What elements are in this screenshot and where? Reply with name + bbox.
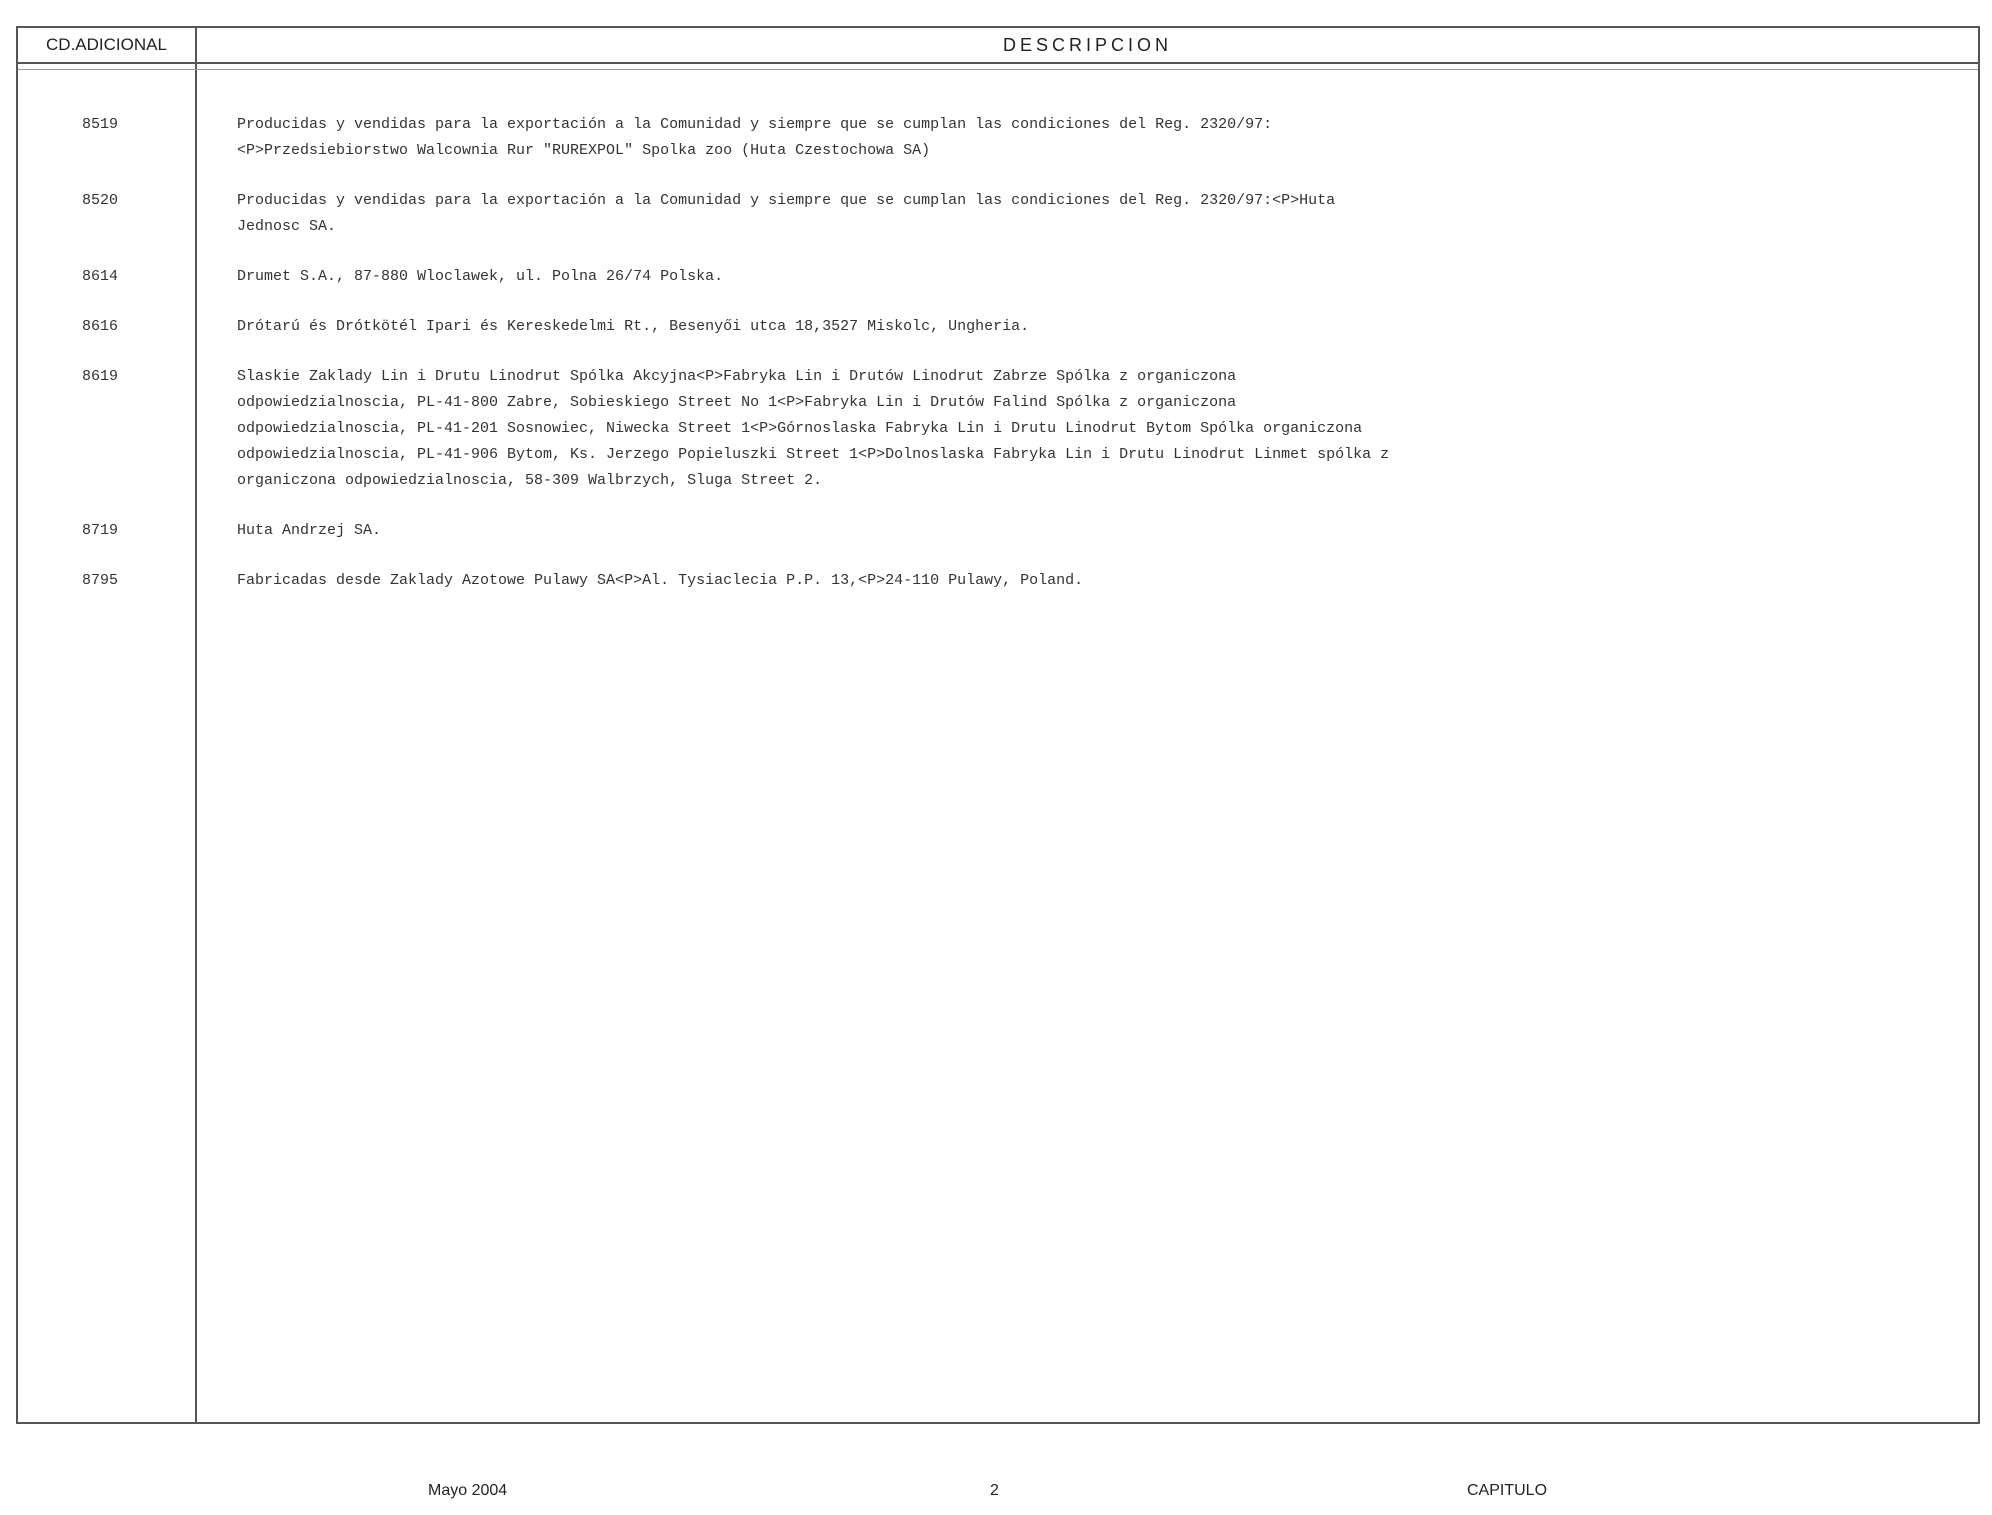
additional-code: 8719	[82, 522, 119, 539]
footer-page-number: 2	[990, 1482, 999, 1499]
header-description: DESCRIPCION	[1002, 35, 1172, 55]
table-row	[18, 518, 1978, 544]
code-description: Fabricadas desde Zaklady Azotowe Pulawy SA<P>Al. Tysiaclecia P.P. 13,<P>24-110 Pulawy, Poland.	[237, 572, 1084, 589]
code-description: Drótarú és Drótkötél Ipari és Kereskedelmi Rt., Besenyői utca 18,3527 Miskolc, Ungheria.	[237, 318, 1030, 335]
header-rule-secondary	[18, 69, 1978, 70]
code-description: Slaskie Zaklady Lin i Drutu Linodrut Spólka Akcyjna<P>Fabryka Lin i Drutów Linodrut Zabrze Spólka z organiczona odpowiedzialnoscia, PL-41-800 Zabre, Sobieskiego Street No 1<P>Fabryka Lin i Drutów Falind Spólka z organiczona odpowiedzialnoscia, PL-41-201 Sosnowiec, Niwecka Street 1<P>Górnoslaska Fabryka Lin i Drutu Linodrut Bytom Spólka organiczona odpowiedzialnoscia, PL-41-906 Bytom, Ks. Jerzego Popieluszki Street 1<P>Dolnoslaska Fabryka Lin i Drutu Linodrut Linmet spólka z organiczona odpowiedzialnoscia, 58-309 Walbrzych, Sluga Street 2.	[237, 368, 1399, 489]
table-row	[18, 364, 1978, 494]
code-description: Producidas y vendidas para la exportación a la Comunidad y siempre que se cumplan las condiciones del Reg. 2320/97:<P>Przedsiebiorstwo Walcownia Rur "RUREXPOL" Spolka zoo (Huta Czestochowa SA)	[237, 116, 1273, 159]
additional-code: 8619	[82, 368, 119, 385]
table-row	[18, 264, 1978, 290]
code-description: Drumet S.A., 87-880 Wloclawek, ul. Polna 26/74 Polska.	[237, 268, 724, 285]
additional-code: 8616	[82, 318, 119, 335]
footer-chapter: CAPITULO	[1467, 1482, 1548, 1499]
table-row	[18, 314, 1978, 340]
table-body	[18, 112, 1978, 618]
codes-table	[16, 26, 1980, 1424]
additional-code: 8795	[82, 572, 119, 589]
code-description: Producidas y vendidas para la exportación a la Comunidad y siempre que se cumplan las condiciones del Reg. 2320/97:<P>Huta Jednosc SA.	[237, 192, 1345, 235]
header-rule	[18, 62, 1978, 64]
header-code: CD.ADICIONAL	[46, 35, 167, 54]
additional-code: 8519	[82, 116, 119, 133]
table-row	[18, 568, 1978, 594]
table-row	[18, 188, 1978, 240]
code-description: Huta Andrzej SA.	[237, 522, 382, 539]
footer-date: Mayo 2004	[428, 1482, 508, 1499]
additional-code: 8614	[82, 268, 119, 285]
additional-code: 8520	[82, 192, 119, 209]
table-row	[18, 112, 1978, 164]
